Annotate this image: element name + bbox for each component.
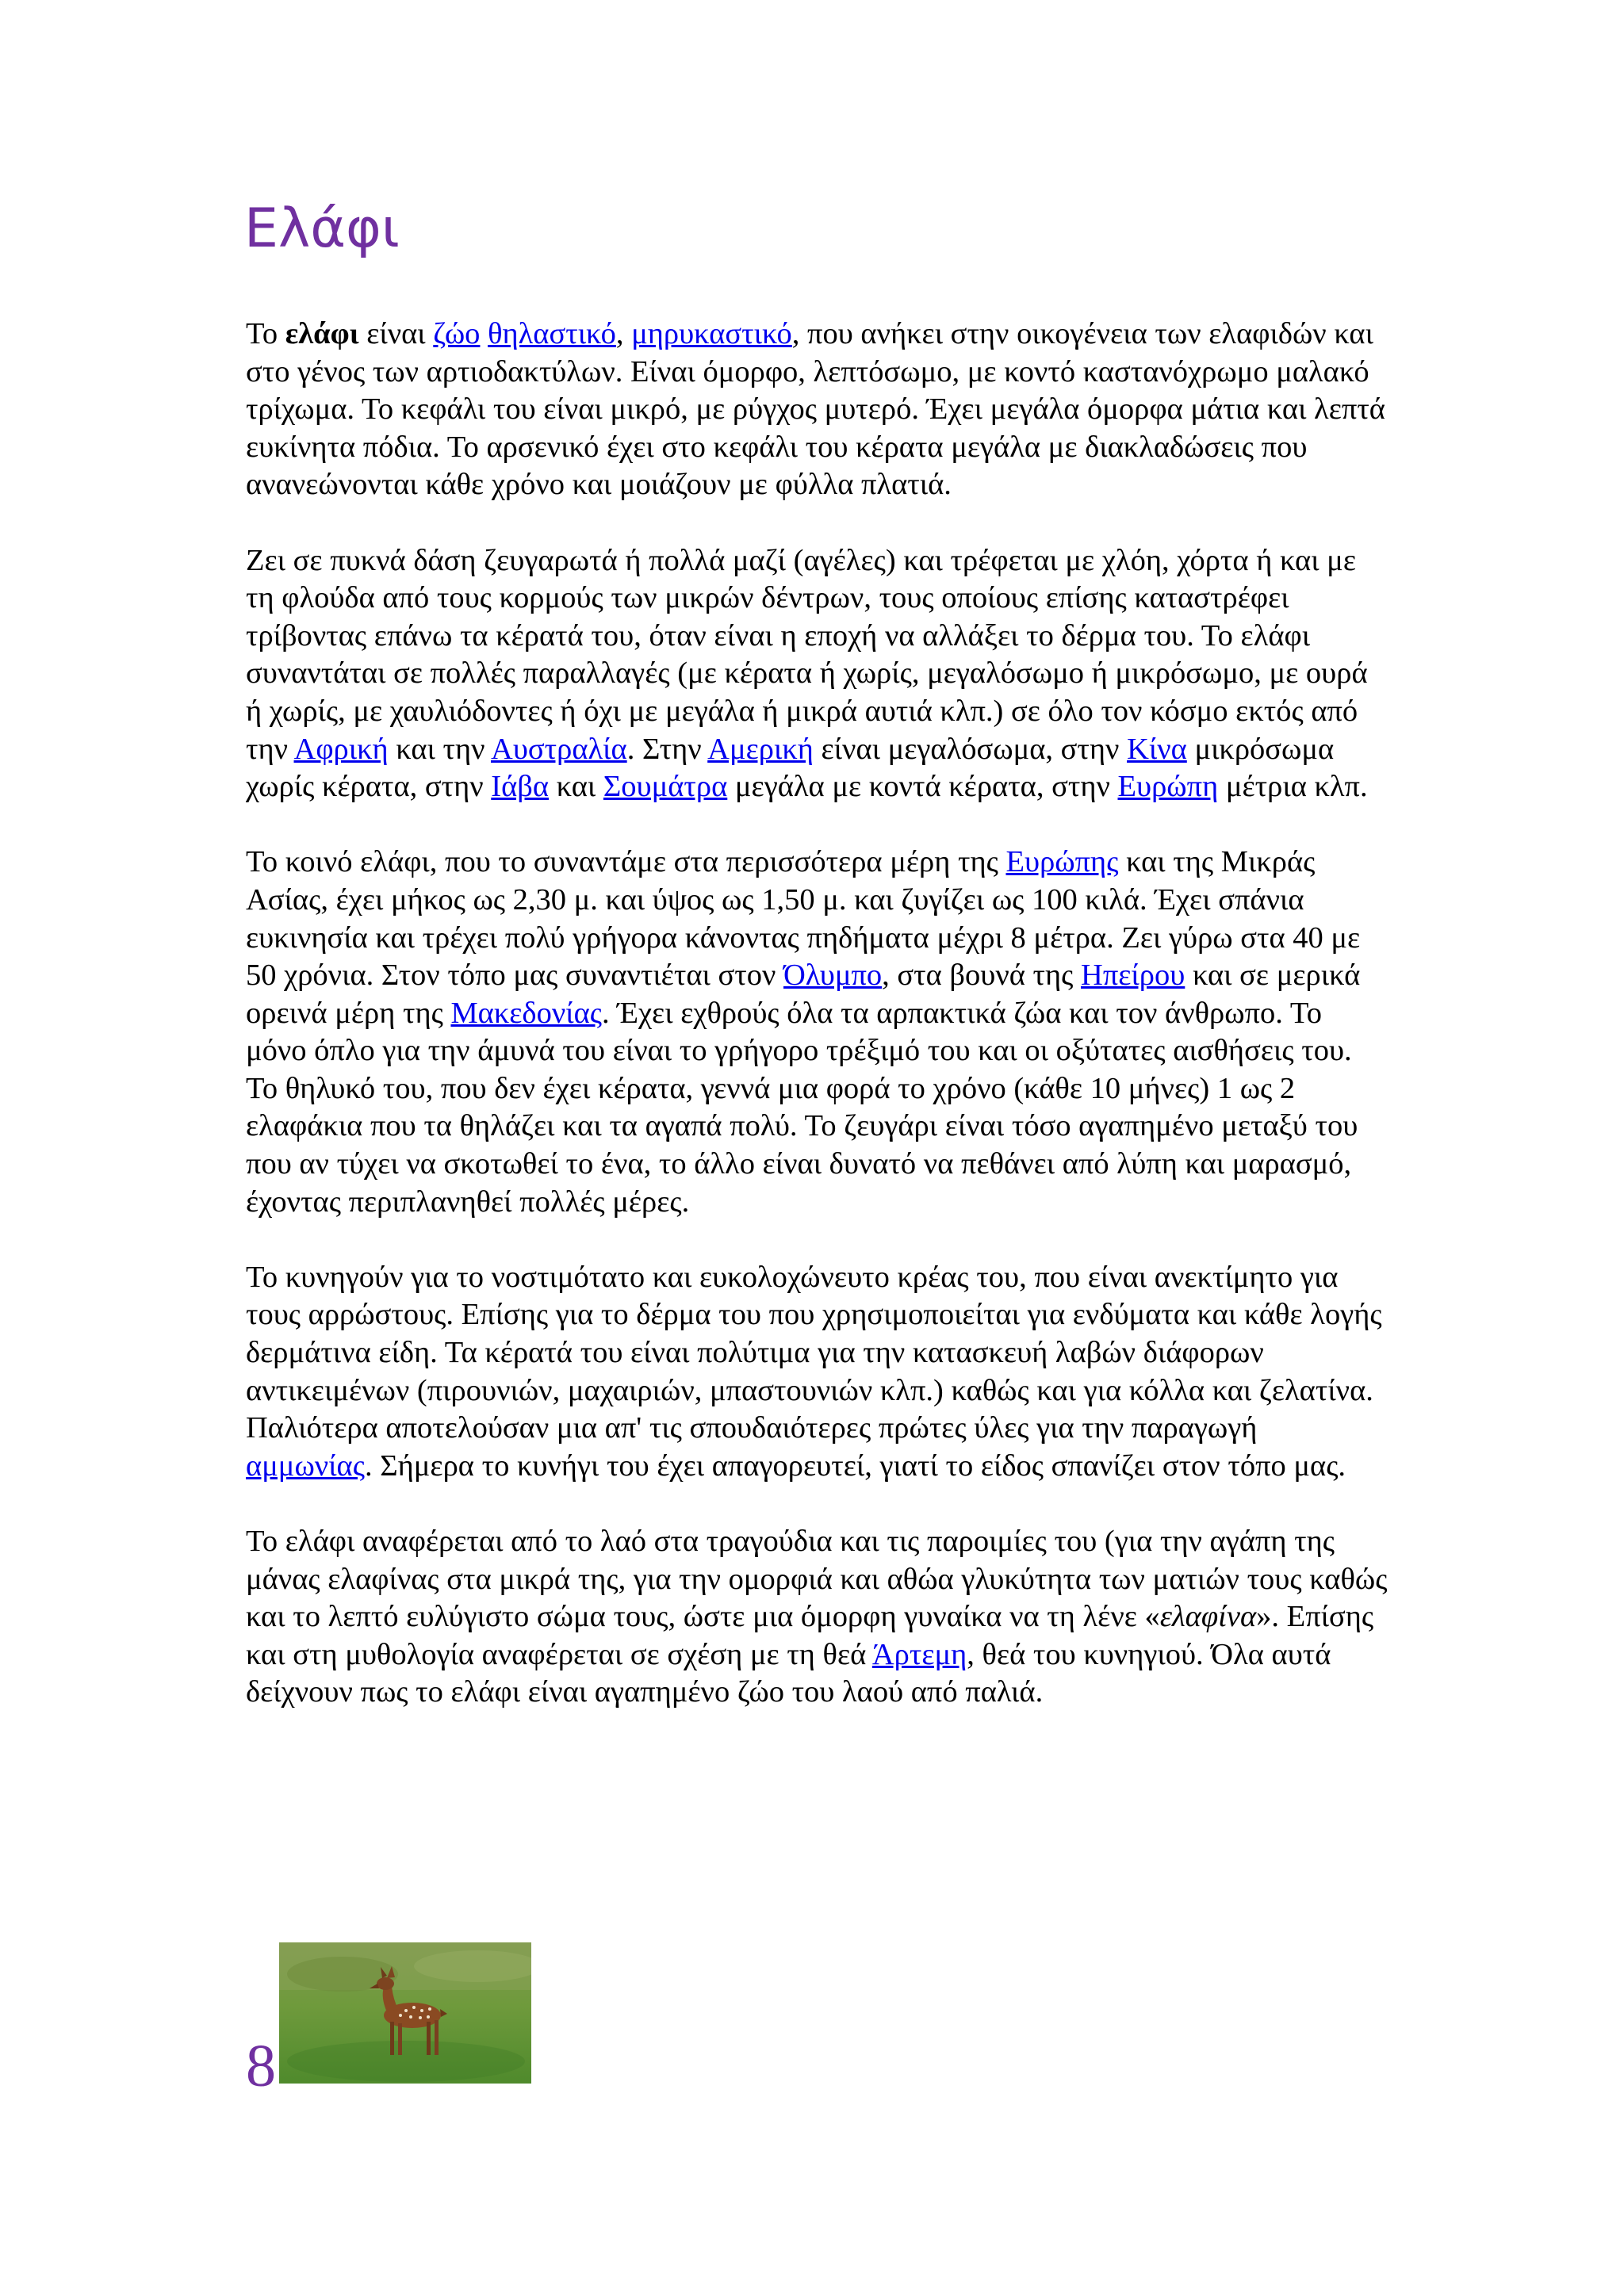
text-run: , (615, 317, 632, 350)
text-run: και σε μερικά ορεινά μέρη της (246, 959, 1361, 1030)
text-run: Το κοινό ελάφι, που το συναντάμε στα περισσότερα μέρη της (246, 845, 1006, 879)
italic-term: ελαφίνα (1159, 1600, 1257, 1634)
link-ammonia[interactable]: αμμωνίας (246, 1448, 365, 1483)
link-sumatra[interactable]: Σουμάτρα (603, 770, 728, 804)
link-africa[interactable]: Αφρική (293, 732, 389, 766)
text-run (480, 317, 488, 350)
page-footer-figure (246, 1942, 563, 2099)
text-run: είναι μεγαλόσωμα, στην (813, 732, 1128, 766)
link-olympus[interactable]: Όλυμπο (783, 959, 883, 993)
fawn-photo-icon (279, 1942, 531, 2084)
link-china[interactable]: Κίνα (1127, 732, 1187, 766)
text-run: Το ελάφι αναφέρεται από το λαό στα τραγούδια και τις παροιμίες του (για την αγάπη της μάνας ελαφίνας στα μικρά της, για την ομορφιά και αθώα γλυκύτητα των ματιών τους καθώς και το λεπτό ευλύγιστο σώμα τους, ώστε μια όμορφη γυναίκα να τη λένε « (246, 1525, 1388, 1634)
text-run: και την (388, 732, 492, 766)
text-run: μικρόσωμα χωρίς κέρατα, στην (246, 732, 1335, 804)
text-run: . Στην (626, 732, 708, 766)
link-ruminant[interactable]: μηρυκαστικό (631, 317, 792, 350)
text-run: . Σήμερα το κυνήγι του έχει απαγορευτεί, γιατί το είδος σπανίζει στον τόπο μας. (364, 1448, 1346, 1483)
text-run: Ζει σε πυκνά δάση ζευγαρωτά ή πολλά μαζί (αγέλες) και τρέφεται με χλόη, χόρτα ή και με τη φλούδα από τους κορμούς των μικρών δέντρων, τους οποίους επίσης καταστρέφει τρίβοντας επάνω τα κέρατά του, όταν είναι η εποχή να αλλάξει το δέρμα του. Το ελάφι συναντάται σε πολλές παραλλαγές (με κέρατα ή χωρίς, μεγαλόσωμο ή μικρόσωμο, με ουρά ή χωρίς, με χαυλιόδοντες ή όχι με μεγάλα ή μικρά αυτιά κλπ.) σε όλο τον κόσμο εκτός από την (246, 543, 1368, 766)
link-america[interactable]: Αμερική (707, 732, 814, 766)
paragraph-habitat (246, 542, 1388, 806)
text-run: . Έχει εχθρούς όλα τα αρπακτικά ζώα και τον άνθρωπο. Το μόνο όπλο για την άμυνά του είναι το γρήγορο τρέξιμό του και οι οξύτατες αισθήσεις του. Το θηλυκό του, που δεν έχει κέρατα, γεννά μια φορά το χρόνο (κάθε 10 μήνες) 1 ως 2 ελαφάκια που τα θηλάζει και τα αγαπά πολύ. Το ζευγάρι είναι τόσο αγαπημένο μεταξύ του που αν τύχει να σκοτωθεί το ένα, το άλλο είναι δυνατό να πεθάνει από λύπη και μαρασμό, έχοντας περιπλανηθεί πολλές μέρες. (246, 996, 1358, 1219)
text-run: , στα βουνά της (882, 959, 1082, 993)
link-artemis[interactable]: Άρτεμη (871, 1637, 967, 1671)
link-europe-genitive[interactable]: Ευρώπης (1005, 845, 1119, 879)
paragraph-description (246, 316, 1388, 504)
text-run: ». Επίσης και στη μυθολογία αναφέρεται σε σχέση με τη θεά (246, 1600, 1374, 1671)
text-run: , θεά του κυνηγιού. Όλα αυτά δείχνουν πως το ελάφι είναι αγαπημένο ζώο του λαού από παλιά. (246, 1637, 1331, 1709)
paragraph-common-deer (246, 844, 1388, 1221)
paragraph-hunting (246, 1259, 1388, 1486)
link-java[interactable]: Ιάβα (491, 770, 550, 804)
text-run: μεγάλα με κοντά κέρατα, στην (727, 770, 1118, 804)
text-run: είναι (358, 317, 434, 350)
link-europe[interactable]: Ευρώπη (1117, 770, 1219, 804)
text-run: , που ανήκει στην οικογένεια των ελαφιδών και στο γένος των αρτιοδακτύλων. Είναι όμορφο, λεπτόσωμο, με κοντό καστανόχρωμο μαλακό τρίχωμα. Το κεφάλι του είναι μικρό, με ρύγχος μυτερό. Έχει μεγάλα όμορφα μάτια και λεπτά ευκίνητα πόδια. Το αρσενικό έχει στο κεφάλι του κέρατα μεγάλα με διακλαδώσεις που ανανεώνονται κάθε χρόνο και μοιάζουν με φύλλα πλατιά. (246, 317, 1385, 502)
text-run: Το κυνηγούν για το νοστιμότατο και ευκολοχώνευτο κρέας του, που είναι ανεκτίμητο για τους αρρώστους. Επίσης για το δέρμα του που χρησιμοποιείται για ενδύματα και κάθε λογής δερμάτινα είδη. Τα κέρατά του είναι πολύτιμα για την κατασκευή λαβών διάφορων αντικειμένων (πιρουνιών, μαχαιριών, μπαστουνιών κλπ.) καθώς και για κόλλα και ζελατίνα. Παλιότερα αποτελούσαν μια απ' τις σπουδαιότερες πρώτες ύλες για την παραγωγή (246, 1260, 1382, 1445)
text-run: και της Μικράς Ασίας, έχει μήκος ως 2,30 μ. και ύψος ως 1,50 μ. και ζυγίζει ως 100 κιλά. Έχει σπάνια ευκινησία και τρέχει πολύ γρήγορα κάνοντας πηδήματα μέχρι 8 μέτρα. Ζει γύρω στα 40 με 50 χρόνια. Στον τόπο μας συναντιέται στον (246, 845, 1361, 993)
text-run: Το (246, 317, 285, 350)
bold-term: ελάφι (285, 317, 359, 350)
text-run: και (549, 770, 603, 804)
article-body (246, 316, 1388, 1750)
page-number: 8 (246, 2033, 276, 2099)
link-macedonia[interactable]: Μακεδονίας (450, 996, 602, 1030)
paragraph-folklore (246, 1523, 1388, 1712)
link-zoo[interactable]: ζώο (433, 317, 481, 350)
link-mammal[interactable]: θηλαστικό (488, 317, 616, 350)
text-run: μέτρια κλπ. (1218, 770, 1368, 804)
page-title: Ελάφι (244, 197, 400, 260)
link-australia[interactable]: Αυστραλία (491, 732, 627, 766)
link-epirus[interactable]: Ηπείρου (1081, 959, 1185, 993)
